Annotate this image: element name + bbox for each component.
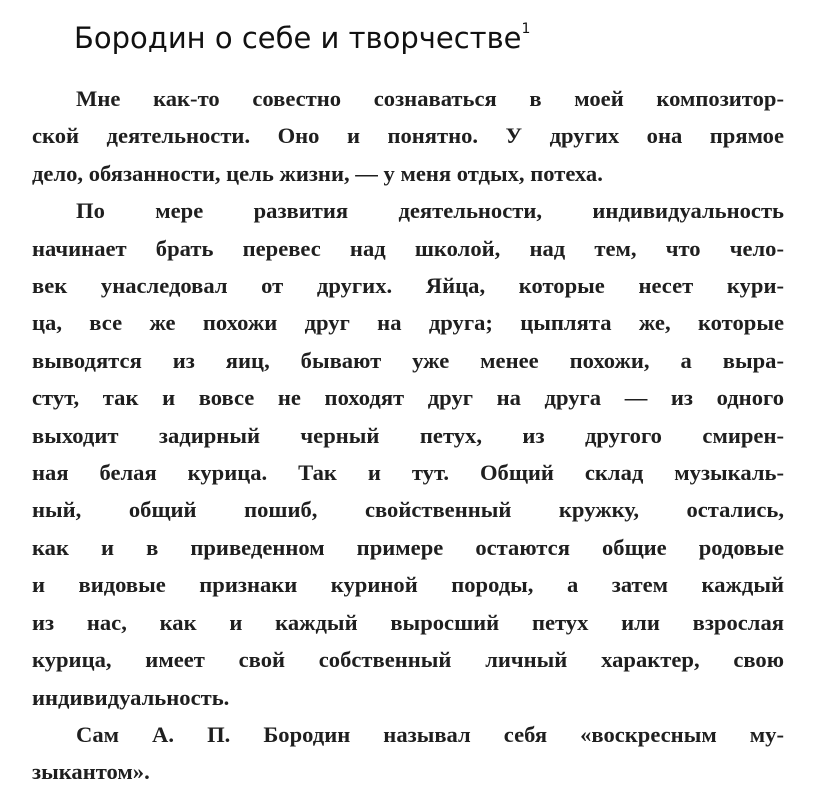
text-line: ской деятельности. Оно и понятно. У других она прямое [32,123,784,149]
page-title [74,18,530,58]
title-text: Бородин о себе и творчестве [74,21,522,55]
text-line: и видовые признаки куриной породы, а затем каждый [32,572,784,598]
text-line: зыкантом». [32,759,150,785]
text-line: начинает брать перевес над школой, над тем, что чело- [32,235,784,261]
paragraph-1 [32,80,784,192]
text-line: Сам А. П. Бородин называл себя «воскресным му- [76,721,784,747]
text-line: ный, общий пошиб, свойственный кружку, остались, [32,497,784,523]
text-line: ная белая курица. Так и тут. Общий склад музыкаль- [32,460,784,486]
text-line: как и в приведенном примере остаются общие родовые [32,534,784,560]
text-line: дело, обязанности, цель жизни, — у меня отдых, потеха. [32,160,603,186]
text-line: Мне как-то совестно сознаваться в моей композитор- [76,86,784,111]
text-line: индивидуальность. [32,684,230,710]
article-body [32,80,784,791]
text-line: выводятся из яиц, бывают уже менее похожи, а выра- [32,347,784,373]
paragraph-3 [32,716,784,791]
text-line: По мере развития деятельности, индивидуальность [76,198,784,224]
text-line: из нас, как и каждый выросший петух или взрослая [32,609,784,635]
footnote-marker: 1 [521,21,531,38]
text-line: ца, все же похожи друг на друга; цыплята же, которые [32,310,784,336]
text-line: курица, имеет свой собственный личный характер, свою [32,647,784,673]
paragraph-2 [32,192,784,716]
text-line: век унаследовал от других. Яйца, которые несет кури- [32,273,784,299]
text-line: стут, так и вовсе не походят друг на друга — из одного [32,385,784,411]
text-line: выходит задирный черный петух, из другого смирен- [32,422,784,448]
